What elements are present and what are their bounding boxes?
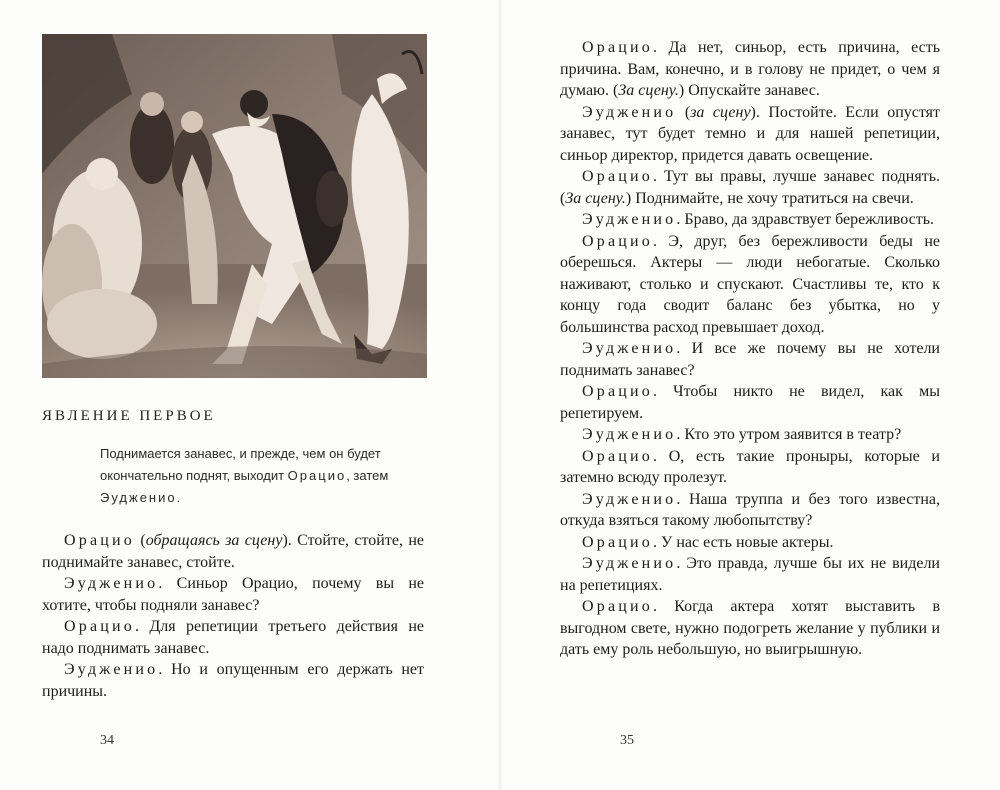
dialogue-text: . Стойте, стойте, не поднимайте занавес, стойте. [42,532,425,571]
stage-direction-text: , затем [346,468,389,483]
dialogue-line [560,231,940,339]
stage-remark: обращаясь за сцену [145,532,283,549]
dialogue-text: ). Постойте. Если опустят занавес, тут будет темно и для нашей репетиции, синьор директор, придется давать освещение. [560,103,941,164]
dialogue-line [560,446,940,489]
dialogue-line [560,532,940,554]
page-number: 35 [620,733,634,748]
dialogue-text: . Да нет, синьор, есть причина, есть причина. Вам, конечно, и в голову не придет, о чем я думаю. ( [560,39,940,99]
dialogue-text: . Тут вы правы, лучше занавес поднять. ( [560,168,940,207]
stage-direction [100,443,400,509]
speaker-name: Эудженио [582,555,677,572]
dialogue-text: . И все же почему вы не хотели поднимать занавес? [560,340,940,379]
speaker-name: Эудженио [582,211,677,228]
character-name: Эудженио [100,490,177,505]
scene-illustration [42,34,427,378]
dialogue-text: . Это правда, лучше бы их не видели на репетициях. [560,555,940,594]
dialogue-text: . О, есть такие проныры, которые и затемно всюду пролезут. [560,447,940,486]
dialogue-line [42,616,424,659]
speaker-name: Эудженио [582,340,677,357]
dialogue-line [560,553,940,596]
dialogue-line [560,102,940,167]
dialogue-line [560,209,940,231]
dialogue-text: ( [676,103,691,121]
dialogue-text: . Браво, да здравствует бережливость. [676,211,935,228]
speaker-name: Орацио [582,447,653,465]
dialogue-text: ) Поднимайте, не хочу тратиться на свечи. [625,189,914,207]
dialogue-text: . Э, друг, без бережливости беды не оберешься. Актеры — люди небогатые. Сколько наживают, столько и спускают. Счастливы те, кто к концу года сводит баланс без убытка, но у большинства расход превышает доход. [560,232,940,336]
dialogue-line [42,573,424,616]
page-number: 34 [100,733,114,748]
stage-direction-text: . [176,490,181,505]
speaker-name: Эудженио [64,575,159,592]
illustration-graphic [42,34,427,378]
dialogue-line: Орацио (обращаясь за сцену). Стойте, стойте, не поднимайте занавес, стойте. [42,532,425,571]
dialogue-line [560,166,940,209]
speaker-name: Орацио [582,533,653,551]
speaker-name: Орацио [582,232,653,250]
dialogue-text: . Но и опущенным его держать нет причины. [42,661,424,700]
right-dialogue [560,37,940,661]
dialogue-line [560,596,940,661]
character-name: Орацио [287,468,347,483]
speaker-name: Орацио [582,383,653,400]
dialogue-text: . Синьор Орацио, почему вы не хотите, чтобы подняли занавес? [42,575,424,614]
stage-direction-text: Поднимается занавес, и прежде, чем он будет окончательно поднят, выходит [100,446,381,483]
speaker-name: Эудженио [64,661,159,678]
dialogue-text: . Наша труппа и без того известна, откуда взяться такому любопытству? [560,490,940,529]
stage-remark: за сцену [690,103,751,121]
dialogue-text: . Когда актера хотят выставить в выгодном свете, нужно подогреть желание у публики и дать ему роль небольшую, но выигрышную. [560,598,940,658]
speaker-name: Орацио [64,532,135,549]
dialogue-line [560,381,940,424]
dialogue-text: . Для репетиции третьего действия не надо поднимать занавес. [42,618,424,657]
dialogue-text: . Кто это утром заявится в театр? [676,426,902,443]
dialogue-text: . Чтобы никто не видел, как мы репетируем. [560,383,940,422]
speaker-name: Эудженио [582,103,677,121]
dialogue-line [560,37,940,102]
dialogue-line [42,659,424,702]
dialogue-line [560,338,940,381]
speaker-name: Эудженио [582,426,677,443]
dialogue-text: . У нас есть новые актеры. [652,533,834,551]
right-page [500,0,1000,790]
speaker-name: Орацио [64,618,135,635]
scene-title: ЯВЛЕНИЕ ПЕРВОЕ [42,408,216,424]
dialogue-text: ) Опускайте занавес. [678,82,820,99]
left-dialogue [42,530,424,702]
dialogue-line [560,424,940,446]
stage-remark: За сцену. [565,189,626,207]
stage-remark: За сцену. [618,82,679,99]
speaker-name: Орацио [582,168,653,185]
speaker-name: Орацио [582,598,653,615]
speaker-name: Эудженио [582,490,677,508]
dialogue-line [560,489,940,532]
speaker-name: Орацио [582,39,653,56]
